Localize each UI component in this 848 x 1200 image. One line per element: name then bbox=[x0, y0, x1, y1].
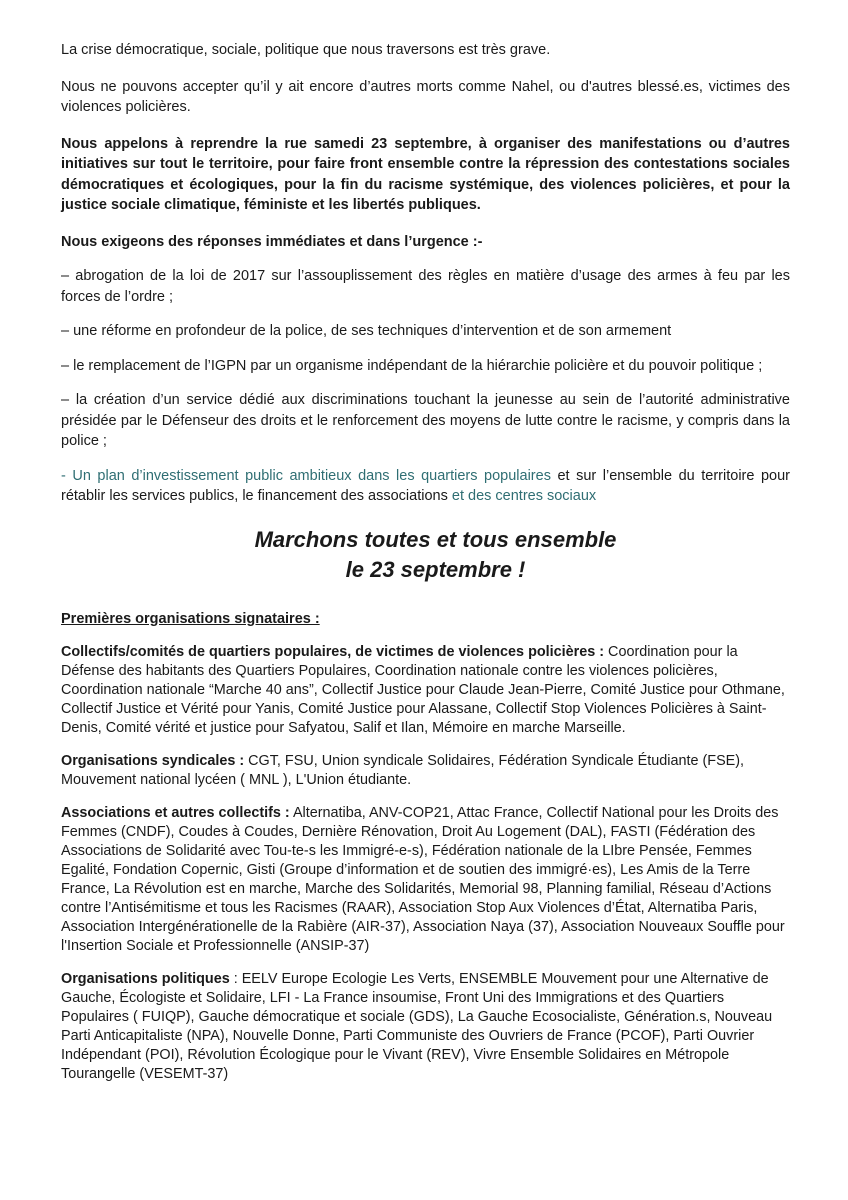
demand-item: – une réforme en profondeur de la police, de ses techniques d’intervention et de son armement bbox=[61, 323, 672, 339]
investment-highlight-end: et des centres sociaux bbox=[451, 488, 597, 504]
group-text: : EELV Europe Ecologie Les Verts, ENSEMBLE Mouvement pour une Alternative de Gauche, Écologiste et Solidaire, LFI - La France insoumise, Front Uni des Immigrations et des Quartiers Populaires ( FUIQP), Gauche démocratique et sociale (GDS), La Gauche Ecosocialiste, Génération.s, Nouveau Parti Anticapitaliste (NPA), Nouvelle Donne, Parti Communiste des Ouvriers de France (PCOF), Parti Ouvrier Indépendant (POI), Révolution Écologique pour le Vivant (REV), Vivre Ensemble Solidaires en Métropole Tourangelle (VESEMT-37) bbox=[61, 971, 773, 1082]
signatories-heading: Premières organisations signataires : bbox=[61, 610, 320, 627]
group-label: Associations et autres collectifs : bbox=[61, 805, 290, 821]
signatory-group-politiques bbox=[61, 970, 790, 1084]
demand-item: – abrogation de la loi de 2017 sur l’assouplissement des règles en matière d’usage des armes à feu par les forces de l’ordre ; bbox=[61, 268, 790, 305]
signatory-group-associations bbox=[61, 804, 790, 956]
title-line-1: Marchons toutes et tous ensemble bbox=[254, 526, 617, 552]
demands-heading: Nous exigeons des réponses immédiates et dans l’urgence :- bbox=[61, 233, 483, 250]
page-title bbox=[61, 525, 790, 585]
demand-item: – le remplacement de l’IGPN par un organisme indépendant de la hiérarchie policière et du pouvoir politique ; bbox=[61, 357, 763, 374]
signatory-group-collectifs bbox=[61, 643, 790, 738]
intro-paragraph-1: La crise démocratique, sociale, politique que nous traversons est très grave. bbox=[61, 42, 551, 58]
group-text: CGT, FSU, Union syndicale Solidaires, Fédération Syndicale Étudiante (FSE), Mouvement national lycéen ( MNL ), L'Union étudiante. bbox=[61, 753, 745, 788]
investment-highlight: - Un plan d’investissement public ambitieux dans les quartiers populaires bbox=[61, 467, 551, 484]
demand-item: – la création d’un service dédié aux discriminations touchant la jeunesse au sein de l’autorité administrative présidée par le Défenseur des droits et le renforcement des moyens de lutte contre le racisme, y compris dans la police ; bbox=[61, 392, 790, 449]
group-text: Alternatiba, ANV-COP21, Attac France, Collectif National pour les Droits des Femmes (CNDF), Coudes à Coudes, Dernière Rénovation, Droit Au Logement (DAL), FASTI (Fédération des Associations de Solidarité avec Tou-te-s les Immigré-e-s), Fédération nationale de la LIbre Pensée, Femmes Egalité, Fondation Copernic, Gisti (Groupe d’information et de soutien des immigré·es), Les Amis de la Terre France, La Révolution est en marche, Marche des Solidarités, Memorial 98, Planning familial, Réseau d’Actions contre l’Antisémitisme et tous les Racismes (RAAR), Association Stop Aux Violences d’État, Alternatiba Paris, Association Intergénérationelle de la Rabière (AIR-37), Association Naya (37), Association Nouveaux Souffle pour l'Insertion Sociale et Professionnelle (ANSIP-37) bbox=[61, 805, 785, 954]
investment-text: et sur l’ensemble du territoire pour rétablir les services publics, le financement des associations bbox=[61, 467, 790, 504]
call-paragraph: Nous appelons à reprendre la rue samedi 23 septembre, à organiser des manifestations ou d’autres initiatives sur tout le territoire, pour faire front ensemble contre la répression des contestations sociales démocratiques et écologiques, pour la fin du racisme systémique, des violences policières, et pour la justice sociale climatique, féministe et les libertés publiques. bbox=[61, 135, 790, 213]
signatory-group-syndicales bbox=[61, 752, 790, 790]
demand-item-investment bbox=[61, 466, 790, 507]
intro-paragraph-2: Nous ne pouvons accepter qu’il y ait encore d’autres morts comme Nahel, ou d'autres blessé.es, victimes des violences policières. bbox=[61, 78, 790, 115]
group-label: Collectifs/comités de quartiers populaires, de victimes de violences policières : bbox=[61, 644, 605, 660]
title-line-2: le 23 septembre ! bbox=[345, 556, 526, 582]
group-label: Organisations politiques bbox=[61, 971, 230, 987]
group-text: Coordination pour la Défense des habitants des Quartiers Populaires, Coordination nationale contre les violences policières, Coordination nationale “Marche 40 ans”, Collectif Justice pour Claude Jean-Pierre, Comité Justice pour Othmane, Collectif Justice et Vérité pour Yanis, Comité Justice pour Alassane, Collectif Stop Violences Policières à Saint-Denis, Comité vérité et justice pour Safyatou, Salif et Ilan, Mémoire en marche Marseille. bbox=[61, 644, 785, 736]
group-label: Organisations syndicales : bbox=[61, 753, 245, 769]
